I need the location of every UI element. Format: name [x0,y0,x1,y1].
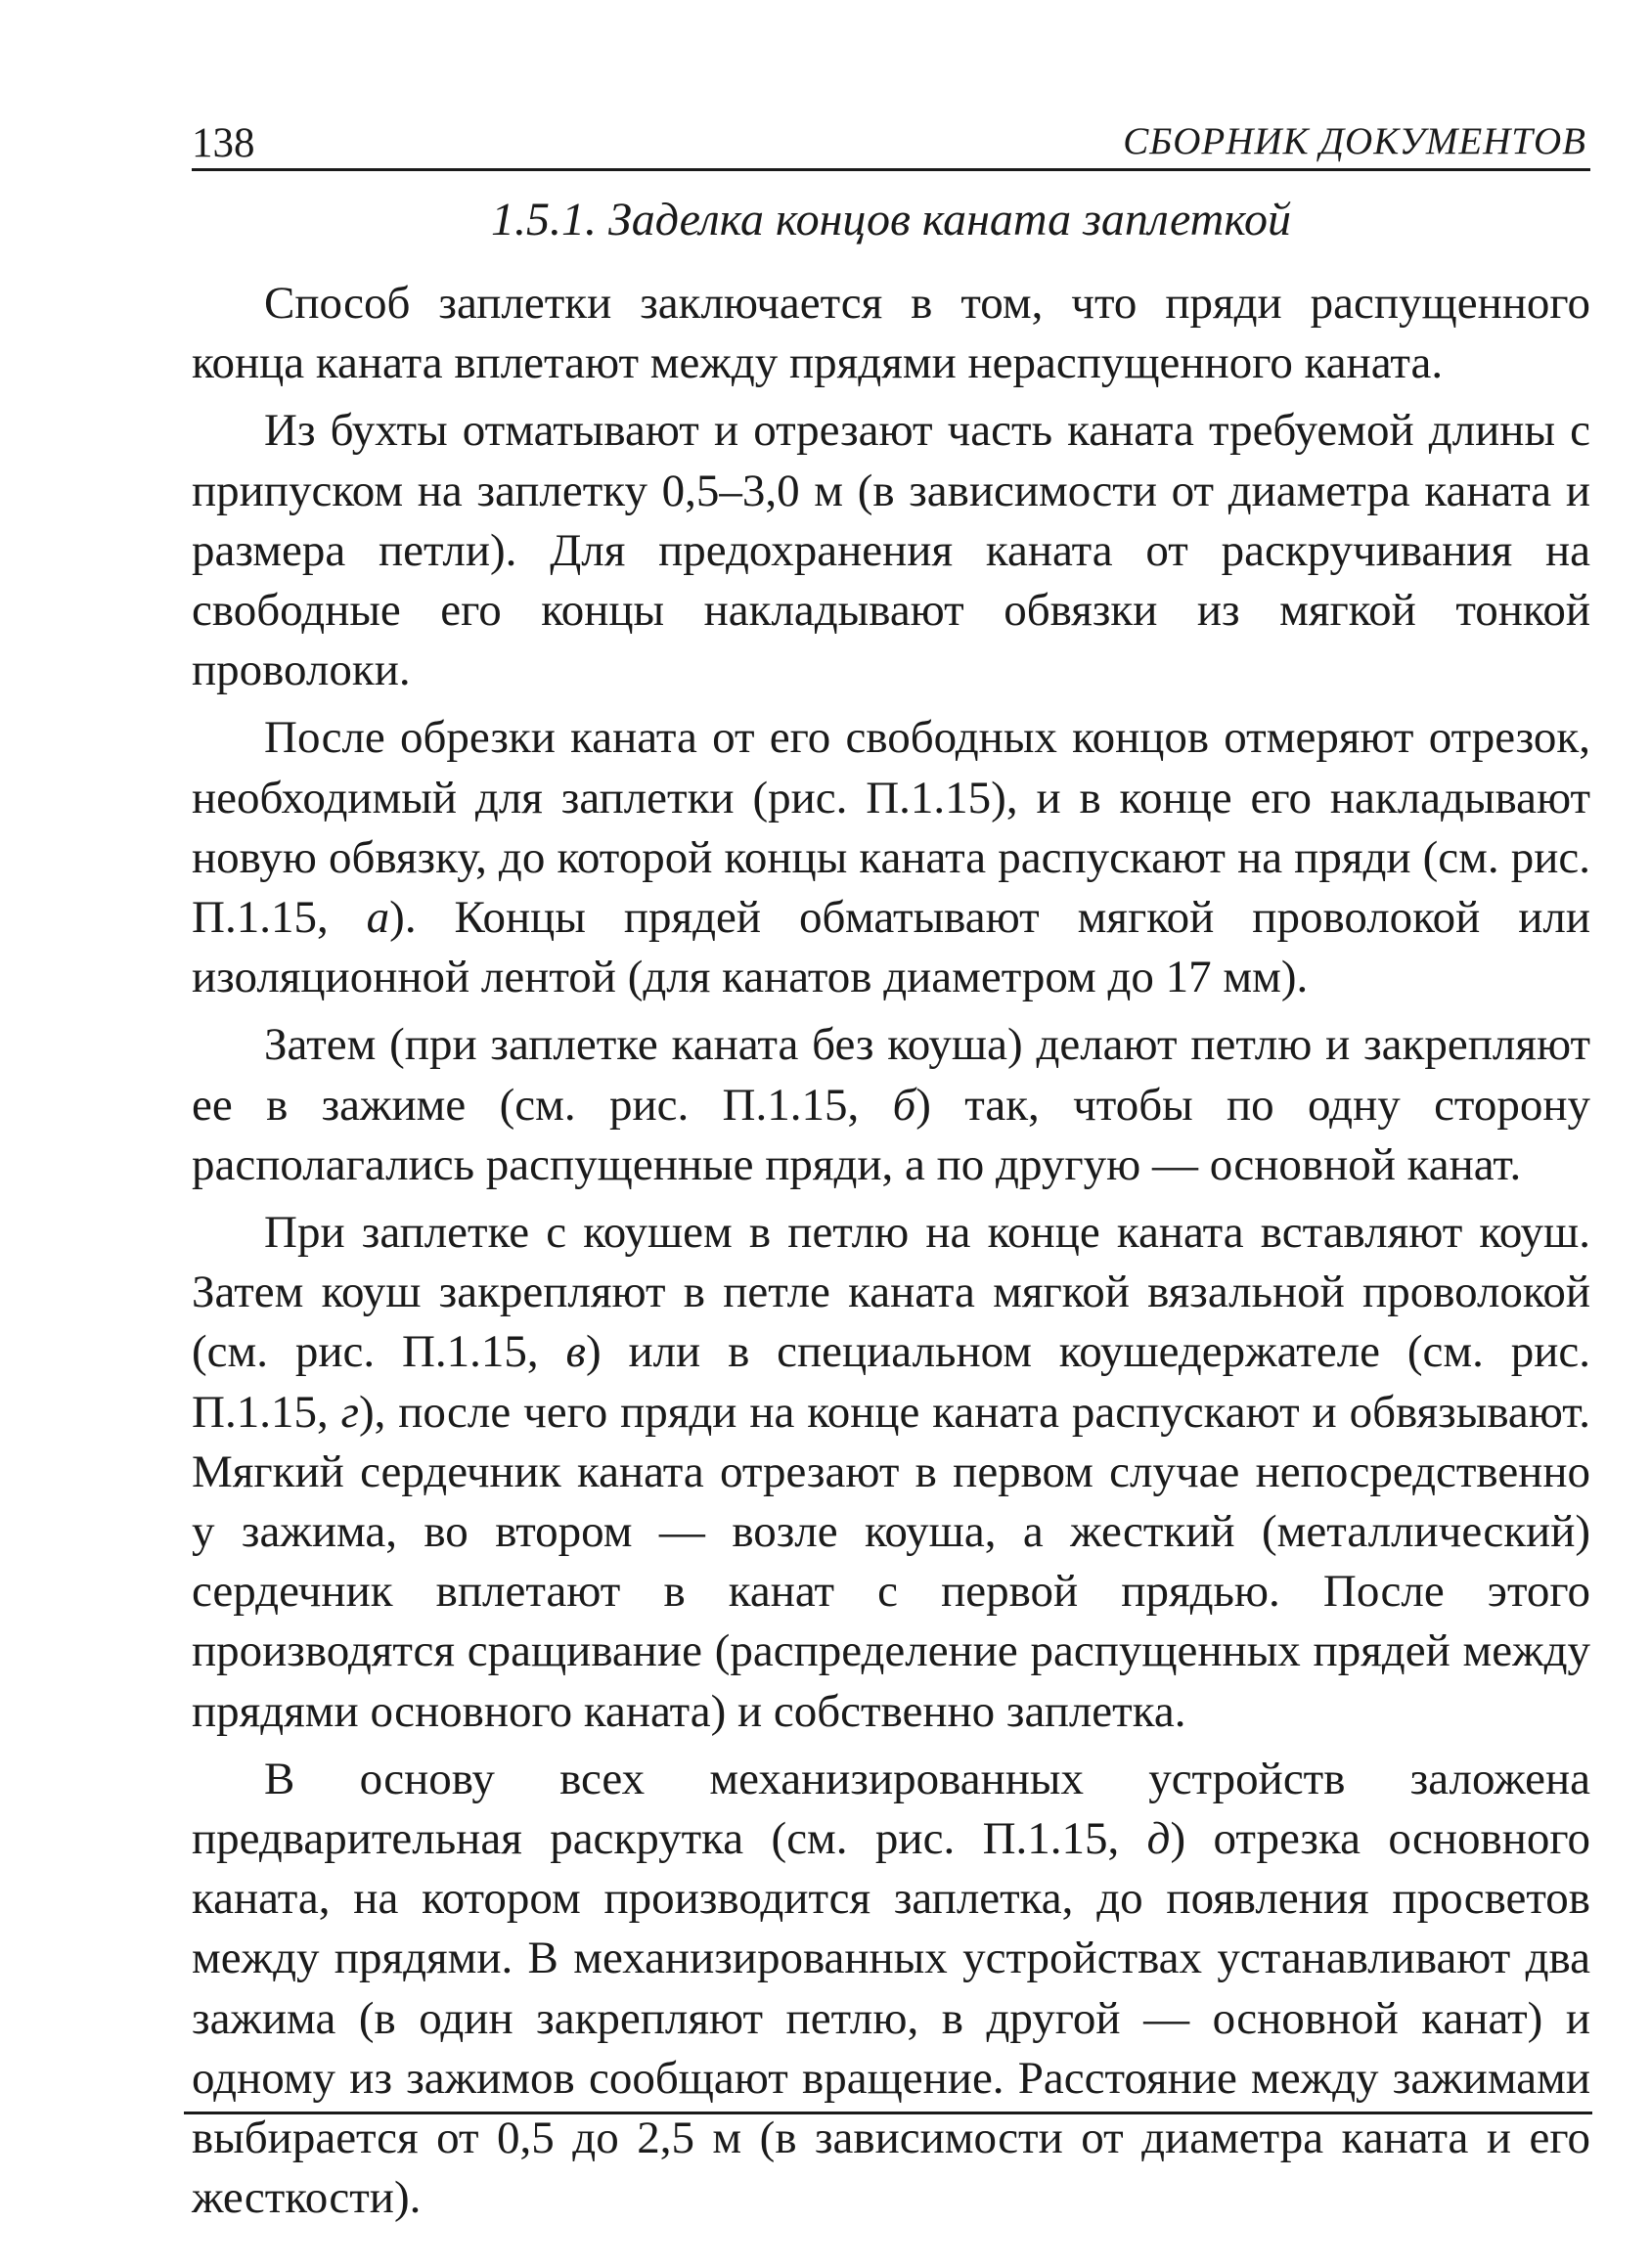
figure-sublabel: в [565,1326,586,1378]
bottom-rule [184,2112,1592,2114]
paragraph-1: Способ заплетки заключается в том, что пряди распущенного конца каната вплетают между прядями нераспущенного каната. [192,278,1590,389]
page-number: 138 [192,120,255,166]
figure-sublabel: г [340,1386,359,1438]
figure-sublabel: б [892,1079,916,1131]
paragraph-4: Затем (при заплетке каната без коуша) делают петлю и закрепляют ее в зажиме (см. рис. П.1.15, б) так, чтобы по одну сторону располагались распущенные пряди, а по другую — основной канат. [192,1019,1591,1190]
paragraph-5: При заплетке с коушем в петлю на конце каната вставляют коуш. Затем коуш закрепляют в петле каната мягкой вязальной проволокой (см. рис. П.1.15, в) или в специальном коушедержателе (см. рис. П.1.15, г), после чего пряди на конце каната распускают и обвязывают. Мягкий сердечник каната отрезают в первом случае непосредственно у зажима, во втором — возле коуша, а жесткий (металлический) сердечник вплетают в канат с первой прядью. После этого производятся сращивание (распределение распущенных прядей между прядями основного каната) и собственно заплетка. [192,1207,1590,1737]
paragraph-6: В основу всех механизированных устройств заложена предварительная раскрутка (см. рис. П.1.15, д) отрезка основного каната, на котором производится заплетка, до появления просветов между прядями. В механизированных устройствах устанавливают два зажима (в один закрепляют петлю, в другой — основной канат) и одному из зажимов сообщают вращение. Расстояние между зажимами выбирается от 0,5 до 2,5 м (в зависимости от диаметра каната и его жесткости). [192,1753,1590,2224]
running-header [192,106,1590,171]
figure-sublabel: д [1146,1813,1171,1865]
body-text [192,274,1590,2237]
figure-sublabel: а [366,892,390,944]
paragraph-3: После обрезки каната от его свободных концов отмеряют отрезок, необходимый для заплетки (рис. П.1.15), и в конце его накладывают новую обвязку, до которой концы каната распускают на пряди (см. рис. П.1.15, а). Концы прядей обматывают мягкой проволокой или изоляционной лентой (для канатов диаметром до 17 мм). [192,712,1590,1003]
collection-title: СБОРНИК ДОКУМЕНТОВ [1123,120,1586,162]
paragraph-2: Из бухты отматывают и отрезают часть каната требуемой длины с припуском на заплетку 0,5–3,0 м (в зависимости от диаметра каната и размера петли). Для предохранения каната от раскручивания на свободные его концы накладывают обвязки из мягкой тонкой проволоки. [192,405,1590,696]
section-heading: 1.5.1. Заделка концов каната заплеткой [491,194,1291,245]
